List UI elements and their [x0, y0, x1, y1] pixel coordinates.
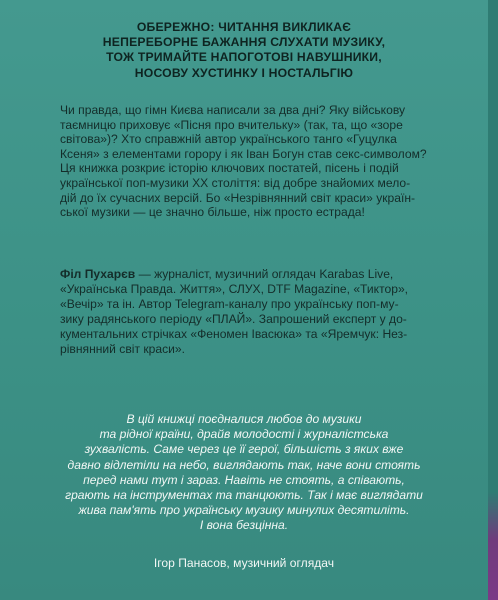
quote-line: грають на інструментах та танцюють. Так і має виглядати	[65, 488, 423, 503]
quote-line: зухвалість. Саме через це її герої, більшість з яких вже	[84, 442, 404, 457]
intro-paragraph	[60, 103, 460, 161]
text-line: рівнянний світ краси».	[60, 342, 185, 357]
text-line: «Українська Правда. Життя», СЛУХ, DTF Magazine, «Тиктор»,	[60, 282, 409, 297]
text-line: ської музики — це значно більше, ніж просто естрада!	[60, 205, 365, 220]
text-line: зику радянського періоду «ПЛАЙ». Запрошений експерт у до-	[60, 312, 407, 327]
text-line	[60, 267, 464, 282]
header-line: ТОЖ ТРИМАЙТЕ НАПОГОТОВІ НАВУШНИКИ,	[106, 50, 382, 65]
quote-line: та рідної країни, драйв молодості і журналістська	[99, 427, 389, 442]
author-name: Філ Пухарєв	[60, 267, 136, 281]
text-line: Ксеня» з елементами горору і як Іван Богун став секс-символом?	[60, 146, 427, 161]
quote-line: жива пам'ять про українську музику минулих десятиліть.	[78, 503, 410, 518]
text-line: світова»)? Хто справжній автор українського танго «Гуцулка	[60, 132, 397, 147]
text-line: кументальних стрічках «Феномен Івасюка» та «Яремчук: Нез-	[60, 327, 408, 342]
header-line: НОСОВУ ХУСТИНКУ І НОСТАЛЬГІЮ	[134, 65, 354, 80]
text-line: дій до їх сучасних версій. Бо «Незрівнянний світ краси» україн-	[60, 190, 416, 205]
text-line: Ця книжка розкриє історію ключових постатей, пісень і подій	[60, 161, 399, 176]
review-quote	[0, 412, 488, 534]
quote-line: давно відлетіли на небо, виглядають так, наче вони стоять	[67, 457, 421, 472]
intro-text	[60, 103, 460, 220]
header-line: ОБЕРЕЖНО: ЧИТАННЯ ВИКЛИКАЄ	[136, 20, 352, 34]
book-spine-edge	[488, 0, 498, 600]
intro-paragraph	[60, 161, 460, 219]
quote-line: В цій книжці поєдналися любов до музики	[126, 412, 362, 426]
text-line: Чи правда, що гімн Києва написали за два дні? Яку військову	[60, 103, 406, 117]
warning-header	[0, 20, 488, 81]
text-line: «Вечір» та ін. Автор Telegram-каналу про українську поп-му-	[60, 297, 399, 312]
quote-line: перед нами тут і зараз. Навіть не стоять, а співають,	[83, 472, 405, 487]
author-bio-start: — журналіст, музичний оглядач Karabas Live,	[135, 267, 394, 281]
author-bio	[60, 267, 464, 358]
quote-signature: Ігор Панасов, музичний оглядач	[153, 556, 335, 570]
quote-line: І вона безцінна.	[199, 518, 289, 533]
text-line: таємницю приховує «Пісня про вчительку» (так, та, що «зоре	[60, 117, 403, 132]
text-line: української поп-музики ХХ століття: від добре знайомих мело-	[60, 175, 411, 190]
header-line: НЕПЕРЕБОРНЕ БАЖАННЯ СЛУХАТИ МУЗИКУ,	[102, 35, 386, 50]
